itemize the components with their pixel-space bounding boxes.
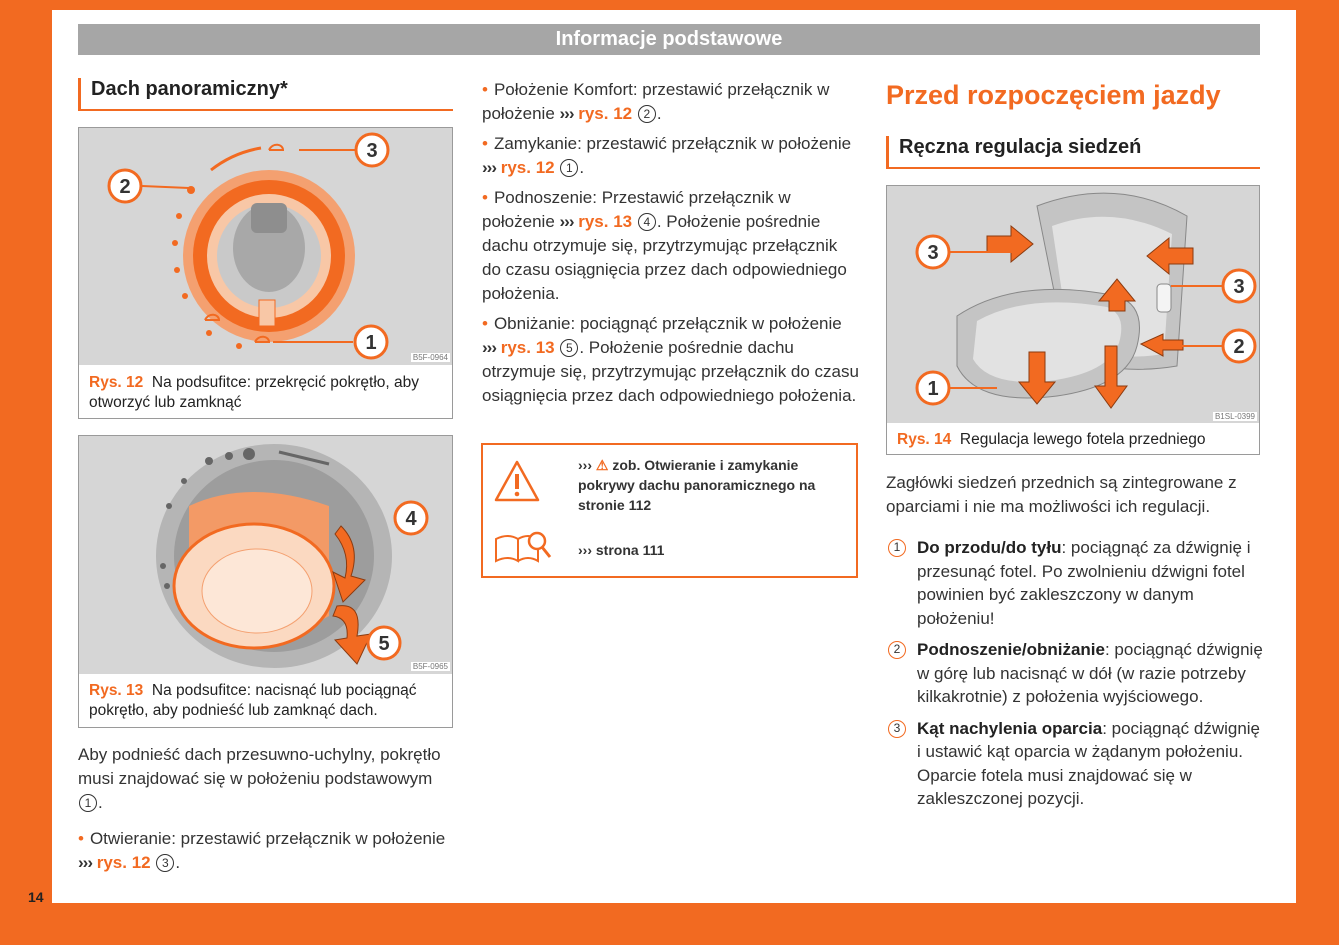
bullet-dot: • (482, 314, 488, 333)
bullet-dot: • (78, 829, 84, 848)
figure-12-caption-text: Na podsufitce: przekręcić pokrętło, aby otworzyć lub zamknąć (89, 374, 419, 411)
item-text: : pociągnąć dźwignię i ustawić kąt oparcia w żądanym położeniu. Oparcie fotela musi znajdować się w zakleszczonej pozycji. (917, 718, 1261, 808)
bullet-raising (482, 186, 860, 306)
warning-box (481, 443, 858, 578)
book-magnifier-icon (493, 529, 553, 565)
section-band: Informacje podstawowe (78, 24, 1260, 55)
callout-2: 2 (1233, 336, 1245, 358)
bullet-after: . Położenie pośrednie dachu otrzymuje się, przytrzymując przełącznik do czasu osiągnięcia przez dach odpowiedniego położenia. (482, 338, 859, 405)
figure-13-caption (89, 681, 442, 721)
callout-3-left: 3 (927, 242, 939, 264)
arrows: ››› (482, 158, 496, 177)
bullet-opening-text: Otwieranie: przestawić przełącznik w położenie (89, 829, 446, 848)
callout-4: 4 (405, 508, 417, 530)
position-number: 1 (560, 159, 578, 177)
list-item-height (886, 638, 1266, 709)
bullet-text: Podnoszenie: Przestawić przełącznik w położenie (482, 188, 791, 231)
paragraph-basic-position: Aby podnieść dach przesuwno-uchylny, pokrętło musi znajdować się w położeniu podstawowym 1 . (78, 745, 441, 812)
seat-adjustment-list (886, 536, 1266, 819)
heading-seat-adjustment: Ręczna regulacja siedzeń (886, 136, 1260, 169)
warning-triangle-icon (493, 459, 541, 503)
page-number: 14 (28, 889, 44, 905)
item-title: Kąt nachylenia oparcia (917, 718, 1103, 738)
bullet-closing (482, 132, 860, 180)
paragraph-basic-position-text: Aby podnieść dach przesuwno-uchylny, pokrętło musi znajdować się w położeniu podstawowym (78, 745, 441, 788)
warning-small-icon: ⚠ (595, 457, 609, 473)
arrows: ››› (559, 104, 574, 123)
callout-1: 1 (365, 332, 377, 354)
warning-reference[interactable]: zob. Otwieranie i zamykanie pokrywy dachu panoramicznego na stronie 112 (578, 457, 816, 513)
figure-13-caption-text: Na podsufitce: nacisnąć lub pociągnąć pokrętło, aby podnieść lub zamknąć dach. (89, 682, 417, 719)
arrows: ››› (78, 853, 92, 872)
arrows: ››› (578, 542, 592, 558)
position-number: 1 (79, 794, 97, 812)
roof-knob-rotate-illustration (79, 128, 452, 365)
figure-14-caption (897, 430, 1249, 450)
bullet-after: . (579, 158, 585, 177)
item-text: : pociągnąć za dźwignię i przesunąć fotel. Po zwolnieniu dźwigni fotel powinien być zakleszczony w danym położeniu! (917, 538, 1251, 628)
callout-1: 1 (927, 378, 939, 400)
bullet-opening (78, 827, 453, 875)
arrows: ››› (578, 457, 592, 473)
roof-knob-push-pull-illustration (79, 436, 452, 674)
callout-2: 2 (119, 176, 131, 198)
item-title: Do przodu/do tyłu (917, 538, 1062, 557)
arrows: ››› (482, 338, 496, 357)
list-item-backrest-angle (886, 717, 1266, 811)
position-number: 2 (638, 105, 656, 123)
left-body (78, 743, 453, 881)
figure-13-label: Rys. 13 (89, 682, 144, 699)
seat-adjustment-illustration (887, 186, 1259, 423)
figure-14-image (887, 186, 1259, 423)
link-rys-12[interactable]: rys. 12 (578, 104, 633, 123)
list-item-forward-back (886, 536, 1266, 630)
item-title: Podnoszenie/obniżanie (917, 640, 1105, 659)
middle-body (482, 78, 860, 414)
book-reference (578, 540, 848, 560)
figure-12-image (79, 128, 452, 365)
heading-panoramic-roof: Dach panoramiczny* (78, 78, 453, 111)
item-text: : pociągnąć dźwignię w górę lub nacisnąć w dół (w razie potrzeby kilkakrotnie) z położenia wyjściowego. (917, 640, 1263, 706)
figure-14-label: Rys. 14 (897, 431, 952, 448)
bullet-text: Obniżanie: pociągnąć przełącznik w położenie (493, 314, 842, 333)
item-number: 1 (888, 539, 906, 557)
figure-13 (78, 435, 453, 728)
bullet-lowering (482, 312, 860, 408)
bullet-after: . Położenie pośrednie dachu otrzymuje się, przytrzymując przełącznik do czasu osiągnięcia przez dach odpowiedniego położenia. (482, 212, 847, 303)
link-rys-13[interactable]: rys. 13 (578, 212, 633, 231)
link-rys-12[interactable]: rys. 12 (500, 158, 555, 177)
bullet-dot: • (482, 188, 488, 207)
book-page-link[interactable]: strona 111 (595, 542, 665, 558)
arrows: ››› (559, 212, 574, 231)
bullet-end: . (175, 853, 181, 872)
callout-5: 5 (378, 633, 390, 655)
figure-12-code: B5F-0964 (412, 353, 448, 362)
position-number: 3 (156, 854, 174, 872)
link-rys-12[interactable]: rys. 12 (96, 853, 151, 872)
callout-3-right: 3 (1233, 276, 1245, 298)
bullet-after: . (656, 104, 662, 123)
position-number: 5 (560, 339, 578, 357)
figure-14-code: B1SL-0399 (1214, 412, 1255, 421)
callout-3: 3 (366, 140, 378, 162)
bullet-text: Położenie Komfort: przestawić przełącznik w położenie (482, 80, 830, 123)
headrest-intro: Zagłówki siedzeń przednich są zintegrowane z oparciami i nie ma możliwości ich regulacji. (886, 473, 1237, 516)
figure-13-code: B5F-0965 (412, 662, 448, 671)
figure-14-caption-text: Regulacja lewego fotela przedniego (959, 431, 1206, 448)
bullet-dot: • (482, 80, 488, 99)
bullet-text: Zamykanie: przestawić przełącznik w położenie (493, 134, 852, 153)
warning-text (578, 455, 848, 515)
item-number: 2 (888, 641, 906, 659)
position-number: 4 (638, 213, 656, 231)
figure-12-label: Rys. 12 (89, 374, 144, 391)
figure-12 (78, 127, 453, 419)
page-title: Przed rozpoczęciem jazdy (886, 80, 1221, 110)
figure-14 (886, 185, 1260, 455)
item-number: 3 (888, 720, 906, 738)
figure-12-caption (89, 373, 442, 413)
figure-13-image (79, 436, 452, 674)
link-rys-13[interactable]: rys. 13 (500, 338, 555, 357)
bullet-dot: • (482, 134, 488, 153)
bullet-comfort (482, 78, 860, 126)
